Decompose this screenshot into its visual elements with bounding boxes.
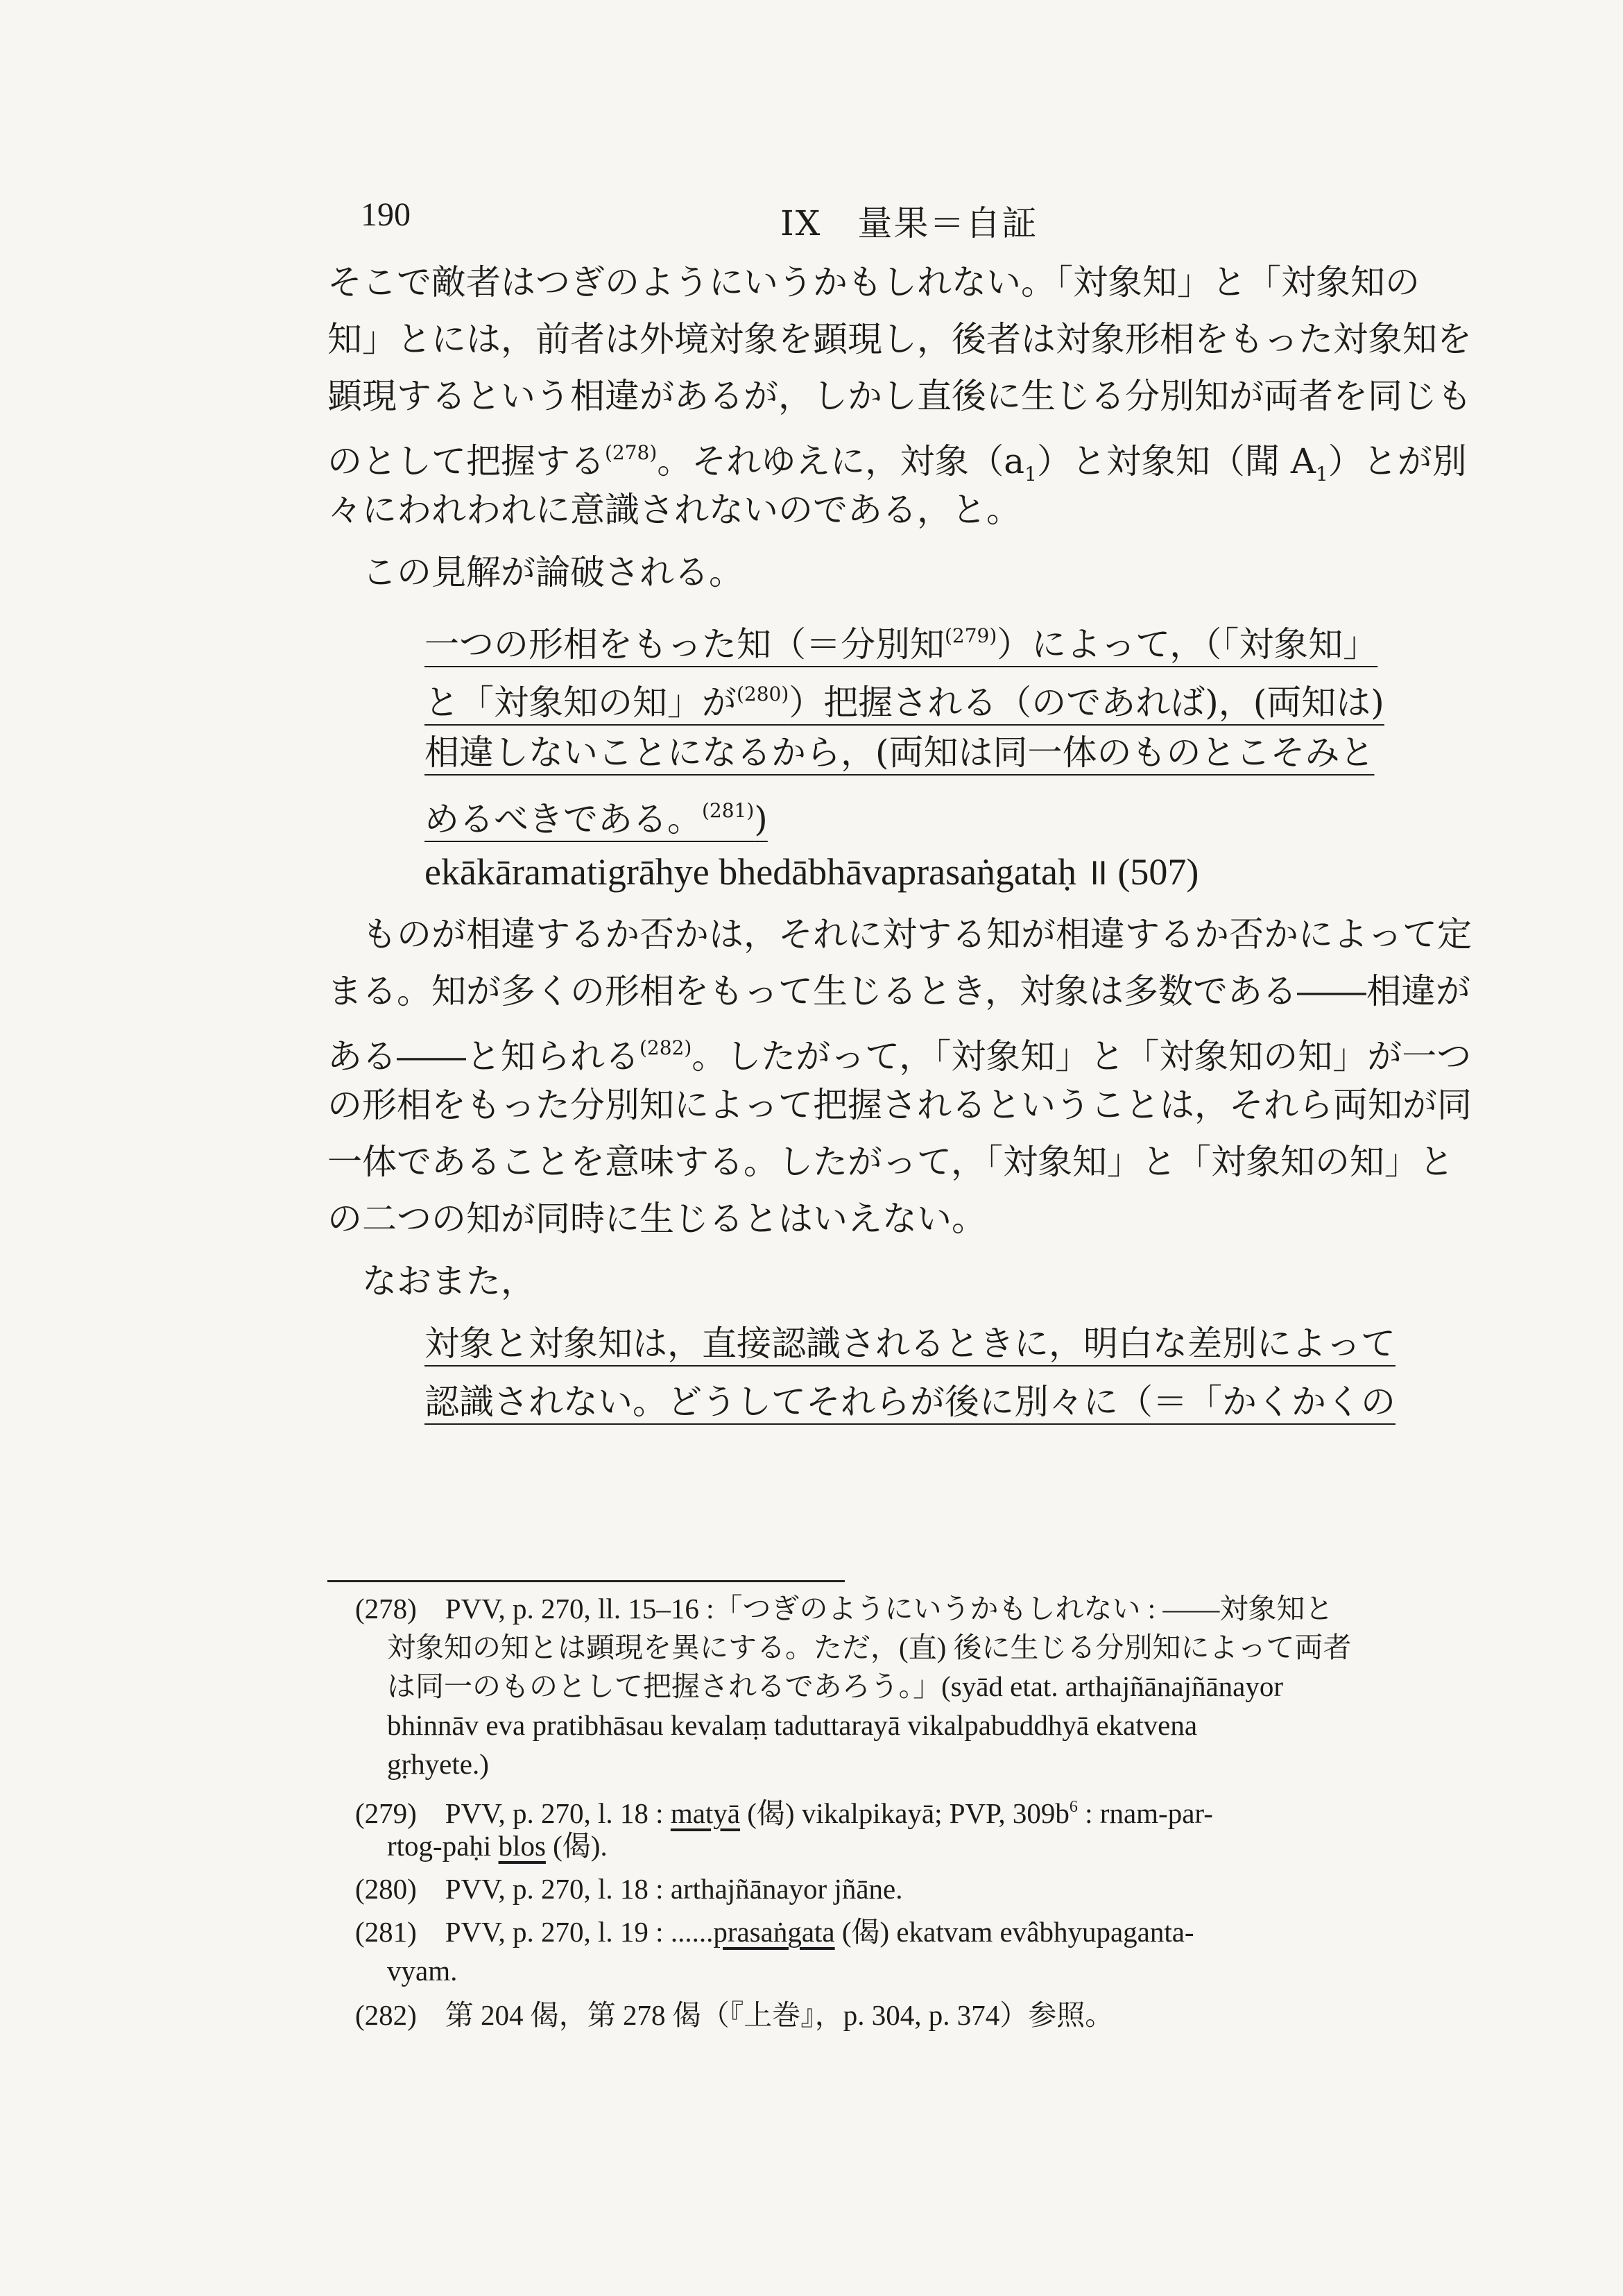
verse-translation-line: 認識されない。どうしてそれらが後に別々に（＝「かくかくの: [424, 1382, 1396, 1422]
footnote-ref: (282): [639, 1036, 692, 1059]
verse-translation-line: 対象と対象知は，直接認識されるときに，明白な差別によって: [424, 1323, 1396, 1364]
body-line: ある――と知られる$^{(282)}$。したがって，「対象知」と「対象知の知」が一つ: [327, 1036, 1472, 1077]
verse-translation-line: めるべきである。$^{(281)}$): [424, 799, 768, 839]
body-line: 々にわれわれに意識されないのである，と。: [327, 490, 1021, 530]
body-line: の二つの知が同時に生じるとはいえない。: [327, 1199, 986, 1239]
footnote-278-cont: は同一のものとして把握されるであろう。」(syād etat. arthajñānajñānayor: [387, 1670, 1283, 1702]
footnote-278-cont: 対象知の知とは顕現を異にする。ただ，(直) 後に生じる分別知によって両者: [387, 1631, 1352, 1663]
body-line: 顕現するという相違があるが，しかし直後に生じる分別知が両者を同じも: [327, 376, 1472, 416]
body-line: の形相をもった分別知によって把握されるということは，それら両知が同: [327, 1085, 1472, 1125]
body-line: 一体であることを意味する。したがって，「対象知」と「対象知の知」と: [327, 1142, 1454, 1182]
footnote-279: (279) PVV, p. 270, l. 18 : matyā (偈) vikalpikayā; PVP, $309b^6$ : rnam-par-: [355, 1797, 1213, 1829]
footnote-279-cont: rtog-paḥi blos (偈).: [387, 1830, 608, 1862]
page-header: [361, 196, 1443, 244]
sanskrit-verse: ekākāramatigrāhye bhedābhāvaprasaṅgataḥ ॥ (507): [424, 851, 1199, 893]
body-line: なおまた，: [362, 1261, 535, 1301]
footnote-278-cont: bhinnāv eva pratibhāsau kevalaṃ taduttarayā vikalpabuddhyā ekatvena: [387, 1709, 1198, 1741]
footnote-280: (280) PVV, p. 270, l. 18 : arthajñānayor jñāne.: [355, 1873, 903, 1905]
footnote-ref: (278): [605, 441, 658, 464]
footnote-ref: (279): [945, 624, 997, 647]
footnote-divider: [327, 1580, 845, 1582]
verse-translation-line: 一つの形相をもった知（＝分別知$^{(279)}$）によって，（「対象知」: [424, 624, 1378, 665]
body-line: まる。知が多くの形相をもって生じるとき，対象は多数である――相違が: [327, 971, 1470, 1011]
footnote-282: (282) 第 204 偈，第 278 偈（『上巻』，p. 304, p. 374）参照。: [355, 1999, 1114, 2031]
footnote-281-cont: vyam.: [387, 1955, 458, 1987]
footnote-281: (281) PVV, p. 270, l. 19 : ......prasaṅgata (偈) ekatvam evâbhyupaganta-: [355, 1916, 1194, 1948]
footnote-278-cont: gṛhyete.): [387, 1748, 489, 1780]
body-line: のとして把握する$^{(278)}$。それゆえに，対象$(a_1)$と対象知（聞 $A_1$）とが別: [327, 441, 1467, 486]
body-line: ものが相違するか否かは，それに対する知が相違するか否かによって定: [362, 914, 1472, 954]
footnote-ref: (281): [702, 799, 755, 822]
running-title: IX 量果＝自証: [780, 203, 1038, 243]
body-line: この見解が論破される。: [362, 552, 744, 592]
verse-translation-line: と「対象知の知」が$^{(280)}$）把握される（のであれば)，(両知は): [424, 683, 1384, 723]
footnote-278: (278) PVV, p. 270, ll. 15–16 :「つぎのようにいうかもしれない : ――対象知と: [355, 1593, 1334, 1625]
body-line: 知」とには，前者は外境対象を顕現し，後者は対象形相をもった対象知を: [327, 319, 1472, 359]
body-line: そこで敵者はつぎのようにいうかもしれない。「対象知」と「対象知の: [327, 262, 1420, 302]
footnote-ref: (280): [737, 683, 789, 705]
verse-translation-line: 相違しないことになるから，(両知は同一体のものとこそみと: [424, 733, 1375, 773]
page-number: 190: [361, 196, 411, 233]
